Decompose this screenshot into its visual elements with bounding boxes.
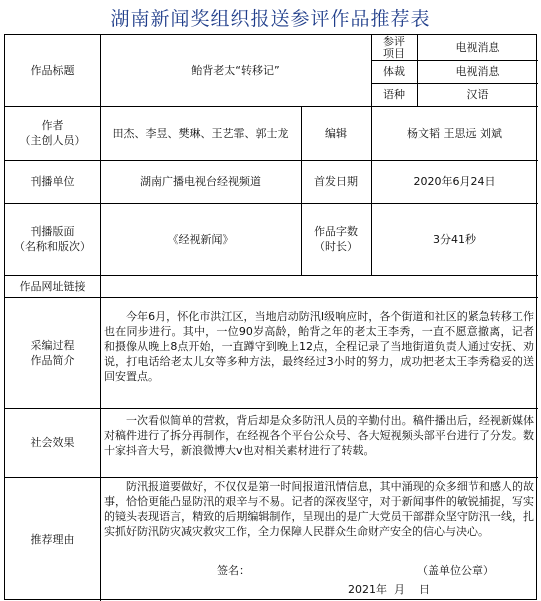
effect-text: 一次看似简单的营救，背后却是众多防汛人员的辛勤付出。稿件播出后，经视新媒体对稿件进行了拆分再制作，在经视各个平台公众号、各大短视频头部平台进行了分发。数十家抖音大号，新浪微博大v也对相关素材进行了转载。	[104, 414, 534, 457]
intro-label: 采编过程 作品简介	[30, 338, 75, 367]
editors-value: 杨文韬 王思远 刘斌	[407, 126, 502, 140]
work-title-value: 鲐背老太“转移记”	[191, 64, 280, 77]
url-label: 作品网址链接	[19, 279, 86, 293]
seal-note: （盖单位公章）	[417, 564, 494, 577]
intro-text: 今年6月，怀化市洪江区，当地启动防汛Ⅰ级响应时，各个街道和社区的紧急转移工作也在同步进行。其中，一位90岁高龄，鲐背之年的老太王李秀，一直不愿意撤离，记者和摄像从晚上8点开始，一直蹲守到晚上12点，全程记录了当地街道负责人通过安抚、劝说，打电话给老太儿女等多种方法，最终经过3小时的努力，成功把老太王李秀稳妥的送回安置点。	[104, 310, 534, 383]
authors-value: 田杰、李昱、樊琳、王艺霏、郭士龙	[112, 126, 289, 140]
genre-label: 体裁	[383, 65, 405, 78]
sign-label: 签名：	[217, 564, 250, 577]
work-title-label: 作品标题	[30, 64, 75, 77]
language-value: 汉语	[466, 88, 489, 101]
length-value: 3分41秒	[433, 232, 476, 246]
sign-date: 2021年 月 日	[348, 583, 430, 596]
edition-label: 刊播版面 （名称和版次）	[14, 225, 91, 253]
edition-value: 《经视新闻》	[167, 232, 234, 246]
effect-label: 社会效果	[30, 436, 75, 449]
publisher-label: 刊播单位	[30, 175, 75, 188]
url-value	[100, 275, 538, 297]
first-date-label: 首发日期	[314, 175, 358, 188]
entry-item-value: 电视消息	[455, 41, 500, 54]
publisher-value: 湖南广播电视台经视频道	[140, 175, 261, 188]
reason-label: 推荐理由	[30, 532, 75, 546]
editor-label: 编辑	[325, 126, 347, 140]
recommendation-form	[4, 34, 537, 600]
author-label: 作者 （主创人员）	[19, 119, 86, 147]
form-title: 湖南新闻奖组织报送参评作品推荐表	[110, 8, 431, 30]
first-date-value: 2020年6月24日	[413, 175, 496, 188]
length-label: 作品字数 （时长）	[314, 225, 358, 253]
language-label: 语种	[383, 88, 405, 101]
reason-text: 防汛报道要做好，不仅仅是第一时间报道汛情信息，其中涌现的众多细节和感人的故事，恰恰更能凸显防汛的艰辛与不易。记者的深夜坚守，对于新闻事件的敏锐捕捉，写实的镜头表现语言，精致的后期编辑制作，呈现出的是广大党员干部群众坚守防汛一线，扎实抓好防汛防灾减灾救灾工作，全力保障人民群众生命财产安全的信心与决心。	[104, 480, 534, 538]
genre-value: 电视消息	[455, 65, 500, 78]
entry-item-label: 参评 项目	[383, 34, 405, 60]
